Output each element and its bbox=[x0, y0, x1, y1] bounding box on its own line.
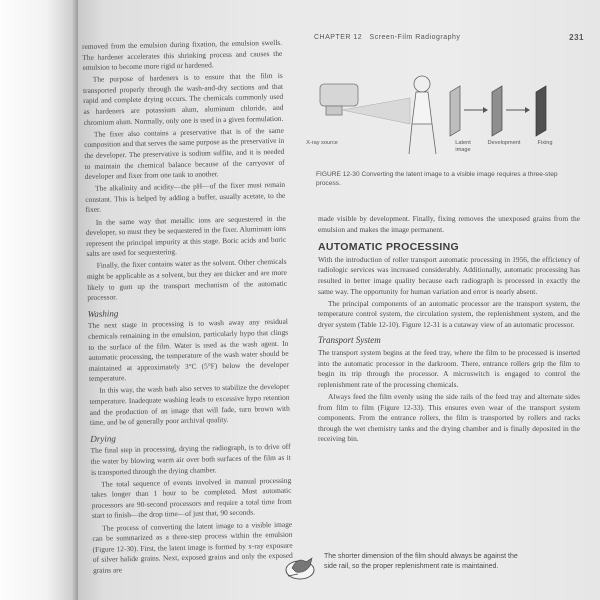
page-number: 231 bbox=[569, 33, 584, 42]
running-head-title: Screen-Film Radiography bbox=[369, 34, 461, 41]
figure-label-xray-source: X-ray source bbox=[306, 140, 338, 146]
paragraph: The fixer also contains a preservative that is of the same composition and that serves the same purpose as the preservative in the developer. The preservative is sodium sulfite, and it is needed to maintain the chemical balance because of the carryover of developer and fixer from one tank to another. bbox=[84, 125, 285, 182]
paragraph: Always feed the film evenly using the side rails of the feed tray and alternate sides from film to film (Figure 12-33). This ensures even wear of the transport system components. From the entrance rollers, the film is transported by rollers and racks through the wet chemistry tanks and the drying chamber and is finally deposited in the receiving bin. bbox=[318, 391, 580, 444]
fixing-film-illustration bbox=[536, 86, 546, 136]
arrowhead-icon bbox=[483, 107, 488, 113]
xray-tube-illustration bbox=[320, 84, 410, 124]
section-heading-washing: Washing bbox=[87, 308, 119, 319]
patient-figure-illustration bbox=[409, 76, 436, 154]
paragraph: removed from the emulsion during fixation, the emulsion swells. The hardener accelerates this shrinking process and causes the emulsion to become more rigid or hardened. bbox=[82, 37, 283, 73]
running-head bbox=[314, 34, 584, 41]
paragraph: The final step in processing, drying the radiograph, is to drive off the water by blowing warm air over both surfaces of the film as it is transported through the drying chamber. bbox=[90, 442, 291, 477]
figure-label-fixing: Fixing bbox=[537, 140, 553, 146]
paragraph: Finally, the fixer contains water as the solvent. Other chemicals might be applicable as a solvent, but they are thicker and are more likely to gum up the transport mechanism of the automatic processor. bbox=[86, 257, 288, 303]
paragraph: In this way, the wash bath also serves to stabilize the developer temperature. Inadequate washing leads to excessive hypo retention and the production of an image that will fade, turn brown with time, and be of generally poor archival quality. bbox=[89, 382, 290, 428]
note-text: The shorter dimension of the film should always be against the side rail, so the proper replenishment rate is maintained. bbox=[324, 553, 518, 570]
paragraph: The process of converting the latent image to a visible image can be summarized as a three-step process within the emulsion (Figure 12-30). First, the latent image is formed by x-ray exposure of silver halide grains. Next, exposed grains and only the exposed grains are bbox=[92, 519, 293, 575]
note-pointer-icon bbox=[284, 550, 318, 584]
paragraph: The total sequence of events involved in manual processing takes longer than 1 hour to be completed. Most automatic processors are 90-second processors and require a total time from start to finish—the drop time—of just that, 90 seconds. bbox=[91, 475, 292, 521]
paragraph: The next stage in processing is to wash away any residual chemicals remaining in the emulsion, particularly hypo that clings to the surface of the film. Water is used as the wash agent. In automatic processing, the temperature of the wash water should be maintained at approximately 3°C (5°F) below the developer temperature. bbox=[87, 317, 289, 384]
figure-label-latent-image: Latent image bbox=[455, 140, 471, 153]
section-heading-drying: Drying bbox=[90, 433, 116, 444]
paragraph: In the same way that metallic ions are sequestered in the developer, so must they be sequestered in the fixer. Aluminum ions represent the principal impurity at this stage. Boric acids and boric salts are used for sequestering. bbox=[85, 213, 287, 259]
section-heading-transport-system: Transport System bbox=[318, 335, 381, 346]
paragraph: made visible by development. Finally, fixing removes the unexposed grains from the emulsion and makes the image permanent. bbox=[318, 214, 580, 234]
left-text-column bbox=[82, 38, 293, 578]
paragraph: The transport system begins at the feed tray, where the film to be processed is inserted into the automatic processor in the darkroom. There, entrance rollers grip the film to begin its trip through the processor. A microswitch is engaged to control the replenishment rate of the processing chemicals. bbox=[318, 348, 580, 389]
arrowhead-icon bbox=[525, 107, 530, 113]
figure-caption: FIGURE 12-30 Converting the latent image to a visible image requires a three-step process. bbox=[316, 171, 558, 187]
latent-image-film-illustration bbox=[450, 86, 460, 136]
paragraph: The alkalinity and acidity—the pH—of the fixer must remain constant. This is helped by adding a buffer, usually acetate, to the fixer. bbox=[85, 179, 286, 215]
paragraph: The purpose of hardeners is to ensure that the film is transported properly through the wash-and-dry sections and that rapid and complete drying occurs. The chemicals commonly used as hardeners are potassium alum, aluminum chloride, and chromium alum. Normally, only one is used in a given formulation. bbox=[82, 71, 284, 127]
figure-label-development: Development bbox=[487, 140, 521, 146]
running-head-chapter: CHAPTER 12 bbox=[314, 34, 363, 41]
right-text-column bbox=[318, 214, 580, 446]
book-page bbox=[78, 0, 600, 600]
section-heading-automatic-processing: AUTOMATIC PROCESSING bbox=[318, 241, 459, 254]
book-spine-gutter bbox=[0, 0, 78, 600]
development-film-illustration bbox=[492, 86, 502, 136]
figure-three-step-process bbox=[300, 62, 570, 164]
paragraph: With the introduction of roller transport automatic processing in 1956, the efficiency of radiologic services was increased considerably. Additionally, automatic processing has resulted in better image quality because each radiograph is processed in exactly the same way. The opportunity for human variation and error is nearly absent. bbox=[318, 254, 580, 296]
paragraph: The principal components of an automatic processor are the transport system, the temperature control system, the circulation system, the replenishment system, and the dryer system (Table 12-10). Figure 12-31 is a cutaway view of an automatic processor. bbox=[318, 298, 580, 329]
